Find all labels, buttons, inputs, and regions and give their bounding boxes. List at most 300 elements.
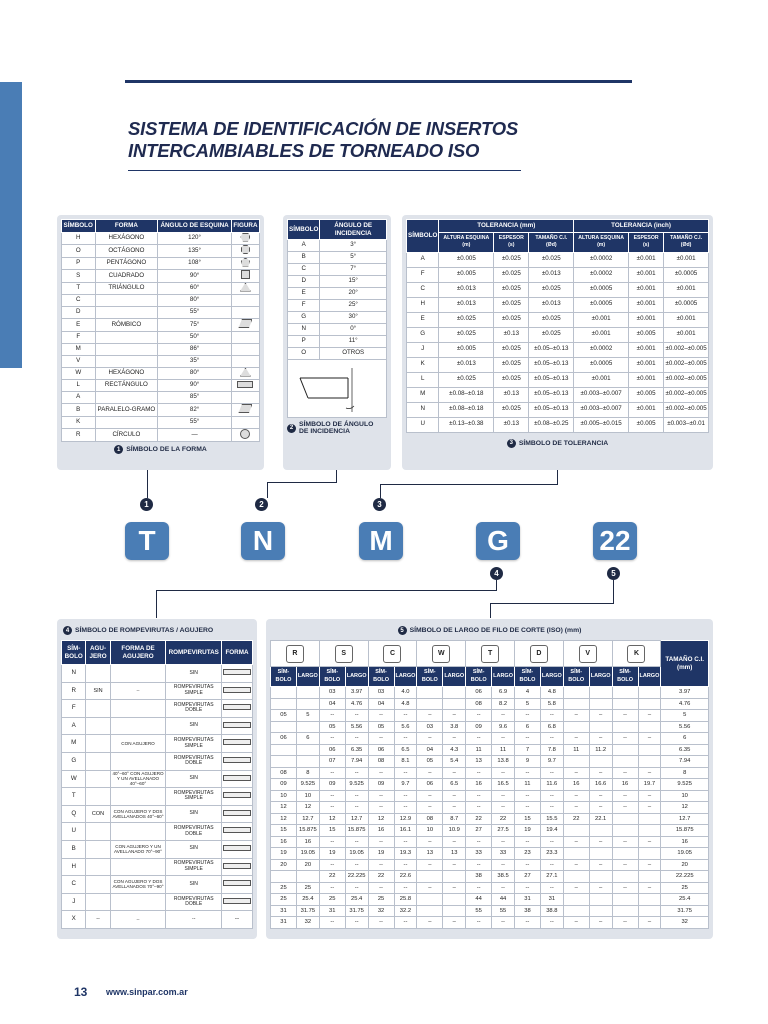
table-row [407,417,709,432]
length-cell: 5 [296,710,319,722]
symbol-cell: U [62,823,86,841]
figure-cell [231,380,259,392]
tolerance-cell: ±0.001 [664,327,709,342]
table-row [407,297,709,312]
length-cell: 12 [319,813,345,825]
symbol-cell: R [62,428,96,442]
clearance-angle-cell: 25° [320,300,387,312]
form-cell [221,682,252,700]
ic-size-cell: 5.56 [661,721,709,733]
length-cell: -- [612,859,638,871]
chipbreaker-cell: ROMPEVIRUTAS SIMPLE [166,682,222,700]
table-row [62,307,260,319]
length-cell: -- [394,882,417,894]
length-cell: 16.1 [394,825,417,837]
length-cell: 25 [319,894,345,906]
shape-icon-header [368,641,417,667]
length-cell: 08 [368,756,394,768]
shape-name-cell: PARALELO-GRAMO [95,404,158,417]
tolerance-cell: ±0.0005 [574,282,629,297]
connector-2b [267,482,337,483]
length-cell: -- [368,836,394,848]
symbol-cell: B [288,252,320,264]
hole-cell [86,788,110,806]
length-cell: -- [612,733,638,745]
length-cell: – [638,767,661,779]
column-header: SÍM-BOLO [62,641,86,665]
figure-cell [231,295,259,307]
length-cell [589,698,612,710]
sub-header: ALTURA ESQUINA (m) [439,232,494,252]
chipbreaker-cell: SIN [166,805,222,823]
table-row [271,698,709,710]
form-cell [221,770,252,788]
length-cell: 03 [417,721,443,733]
insert-shape-v-icon: V [579,645,597,663]
symbol-cell: T [62,282,96,295]
length-cell: 55 [466,905,492,917]
length-cell: -- [514,733,540,745]
figure-cell [231,331,259,343]
hole-cell [86,893,110,911]
page-number: 13 [74,985,88,999]
figure-cell [231,245,259,258]
length-cell: -- [368,710,394,722]
symbol-cell: D [288,276,320,288]
tolerance-cell: ±0.025 [529,252,574,267]
table-row [271,687,709,699]
length-cell: 04 [417,744,443,756]
chipbreaker-cell: ROMPEVIRUTAS DOBLE [166,752,222,770]
length-cell: 19.7 [638,779,661,791]
tolerance-cell: ±0.025 [494,342,529,357]
table-row [62,232,260,245]
tolerance-cell: ±0.13 [494,327,529,342]
hole-shape-cell [110,717,166,735]
ic-size-cell: 9.525 [661,779,709,791]
length-cell: -- [540,733,563,745]
shape-symbol-caption: 1 SÍMBOLO DE LA FORMA [61,445,260,454]
table-row [62,319,260,332]
tolerance-cell: ±0.001 [629,282,664,297]
hole-shape-cell: 40°–60° CON AGUJERO Y UN AVELLANADO 40°–60° [110,770,166,788]
tolerance-cell: ±0.05–±0.13 [529,387,574,402]
length-cell: 22 [368,871,394,883]
length-cell: -- [319,710,345,722]
length-cell: -- [368,790,394,802]
step-1-badge: 1 [140,498,153,511]
length-cell [638,813,661,825]
tolerance-caption: 3 SÍMBOLO DE TOLERANCIA [406,439,709,448]
length-cell: -- [466,790,492,802]
length-cell: 09 [271,779,297,791]
tolerance-cell: ±0.002–±0.005 [664,387,709,402]
length-cell: – [563,733,589,745]
length-cell: 19.3 [394,848,417,860]
hole-cell: CON [86,805,110,823]
table-row [62,770,253,788]
tolerance-cell: ±0.025 [494,402,529,417]
tolerance-cell: ±0.025 [494,372,529,387]
clearance-angle-cell: 30° [320,312,387,324]
tolerance-cell: ±0.001 [574,327,629,342]
table-row [407,312,709,327]
column-header: SÍM-BOLO [514,667,540,687]
length-cell [563,905,589,917]
length-cell: -- [540,767,563,779]
hole-cell [86,858,110,876]
tolerance-cell: ±0.003–±0.007 [574,402,629,417]
length-cell: 16 [612,779,638,791]
symbol-cell: S [62,270,96,283]
hole-cell [86,665,110,683]
tolerance-table [406,219,709,433]
clearance-angle-table [287,219,387,360]
shape-icon-header [271,641,320,667]
length-cell [563,756,589,768]
length-cell: 55 [492,905,515,917]
length-cell: 10 [296,790,319,802]
length-cell: 6.5 [443,779,466,791]
insert-profile-icon [223,757,251,763]
table-row [288,336,387,348]
figure-cell [231,319,259,332]
length-cell: -- [368,917,394,929]
tolerance-cell: ±0.0005 [664,297,709,312]
length-cell: 13 [443,848,466,860]
table-row [62,717,253,735]
length-cell: – [443,710,466,722]
tolerance-cell: ±0.005 [439,342,494,357]
tolerance-cell: ±0.025 [494,267,529,282]
form-cell [221,823,252,841]
length-cell: 3.8 [443,721,466,733]
clearance-angle-cell: 15° [320,276,387,288]
shape-name-cell: PENTÁGONO [95,257,158,270]
shape-name-cell [95,392,158,404]
insert-profile-icon [223,898,251,904]
ic-size-cell: 32 [661,917,709,929]
length-cell: 16.5 [492,779,515,791]
tolerance-cell: ±0.001 [574,372,629,387]
ic-size-cell: 16 [661,836,709,848]
figure-cell [231,367,259,380]
length-cell: – [443,917,466,929]
length-cell: -- [492,917,515,929]
length-cell: 11 [563,744,589,756]
length-cell: 12.9 [394,813,417,825]
table-row [271,859,709,871]
tolerance-cell: ±0.002–±0.005 [664,402,709,417]
form-cell [221,858,252,876]
length-cell: – [417,917,443,929]
hole-cell: SIN [86,682,110,700]
symbol-cell: V [62,355,96,367]
insert-profile-icon [223,775,251,781]
column-header: LARGO [492,667,515,687]
length-cell: 25 [271,894,297,906]
tolerance-cell: ±0.025 [494,357,529,372]
length-cell: 25.4 [345,894,368,906]
symbol-cell: G [407,327,439,342]
form-cell [221,893,252,911]
length-cell: – [417,733,443,745]
symbol-cell: H [62,858,86,876]
length-cell: – [589,790,612,802]
table-row [271,767,709,779]
column-header: SÍMBOLO [288,220,320,240]
tolerance-cell: ±0.13 [494,387,529,402]
table-row [288,348,387,360]
length-cell: 19 [271,848,297,860]
length-cell: -- [514,882,540,894]
tolerance-cell: ±0.001 [664,282,709,297]
corner-angle-cell: 90° [158,380,232,392]
length-cell: -- [492,733,515,745]
length-cell: – [638,790,661,802]
shape-icon-header [612,641,661,667]
length-cell: -- [368,802,394,814]
length-cell: 09 [319,779,345,791]
insert-profile-icon [223,669,251,675]
hole-cell [86,735,110,753]
length-cell: 38 [514,905,540,917]
length-cell: -- [368,733,394,745]
tolerance-panel [402,215,713,470]
table-row [271,813,709,825]
length-cell: 15 [514,813,540,825]
length-cell: 05 [417,756,443,768]
length-cell: 8.2 [492,698,515,710]
length-cell: 16 [466,779,492,791]
symbol-cell: F [62,700,86,718]
length-cell: -- [394,710,417,722]
hole-cell [86,700,110,718]
chipbreaker-table [61,640,253,929]
length-cell: – [417,859,443,871]
length-cell: 25.4 [296,894,319,906]
corner-angle-cell: 120° [158,232,232,245]
tolerance-cell: ±0.005 [439,267,494,282]
length-cell [443,871,466,883]
shape-name-cell: OCTÁGONO [95,245,158,258]
table-row [62,876,253,894]
tolerance-cell: ±0.001 [629,342,664,357]
connector-4c [156,590,157,618]
length-cell: 9.7 [540,756,563,768]
form-cell: -- [221,911,252,929]
ic-size-cell: 25.4 [661,894,709,906]
ic-size-cell: 6.35 [661,744,709,756]
chipbreaker-cell: SIN [166,665,222,683]
length-cell: -- [612,836,638,848]
figure-cell [231,232,259,245]
footer-url-link[interactable]: www.sinpar.com.ar [106,987,188,997]
length-cell: 16 [271,836,297,848]
length-cell: -- [540,836,563,848]
length-cell: 06 [417,779,443,791]
length-cell: 38.5 [492,871,515,883]
length-cell: 22 [319,871,345,883]
length-cell: -- [466,733,492,745]
table-row [62,788,253,806]
table-row [62,282,260,295]
shape-icon-header [563,641,612,667]
figure-cell [231,343,259,355]
length-cell: -- [492,802,515,814]
length-cell [443,687,466,699]
tolerance-cell: ±0.025 [529,327,574,342]
symbol-cell: O [288,348,320,360]
shape-name-cell [95,355,158,367]
length-cell: 13 [466,756,492,768]
length-cell: -- [466,859,492,871]
insert-profile-icon [223,792,251,798]
shape-name-cell: HEXÁGONO [95,232,158,245]
symbol-cell: M [62,735,86,753]
hole-shape-cell [110,700,166,718]
length-cell: 08 [466,698,492,710]
symbol-cell: U [407,417,439,432]
length-cell: – [417,882,443,894]
length-cell: 06 [319,744,345,756]
hole-shape-cell: CON AGUJERO Y DOS AVELLANADOS 40°–60° [110,805,166,823]
length-cell: -- [345,836,368,848]
tolerance-cell: ±0.08–±0.25 [529,417,574,432]
form-cell [221,805,252,823]
length-cell [271,756,297,768]
table-row [407,357,709,372]
table-row [271,894,709,906]
table-row [407,387,709,402]
connector-4a [496,580,497,590]
tolerance-cell: ±0.005 [439,252,494,267]
column-header: SÍM-BOLO [319,667,345,687]
table-row [62,270,260,283]
length-cell: -- [492,767,515,779]
insert-profile-icon [223,810,251,816]
code-tolerance-M: M [359,522,403,560]
corner-angle-cell: 135° [158,245,232,258]
length-cell: -- [466,710,492,722]
connector-5c [490,603,491,618]
length-cell: 04 [368,698,394,710]
table-row [271,848,709,860]
corner-angle-cell: — [158,428,232,442]
page-title: SISTEMA DE IDENTIFICACIÓN DE INSERTOS INTERCAMBIABLES DE TORNEADO ISO [128,118,519,161]
length-cell [271,721,297,733]
clearance-angle-cell: 3° [320,240,387,252]
length-cell: -- [394,767,417,779]
length-cell: -- [394,836,417,848]
length-cell [612,894,638,906]
length-cell: 38 [466,871,492,883]
length-cell: 9.7 [394,779,417,791]
connector-2c [267,482,268,498]
length-cell: -- [345,859,368,871]
length-cell [638,744,661,756]
insert-profile-icon [223,687,251,693]
length-cell: 25 [296,882,319,894]
length-cell: -- [345,882,368,894]
clearance-angle-cell: 11° [320,336,387,348]
chipbreaker-cell: -- [166,911,222,929]
length-cell: 19.05 [296,848,319,860]
title-rule [128,170,521,171]
column-header: FORMA [221,641,252,665]
connector-3a [557,470,558,484]
length-cell: 06 [271,733,297,745]
length-cell: -- [612,802,638,814]
sub-header: ESPESOR (s) [494,232,529,252]
table-row [62,257,260,270]
length-cell: 31 [540,894,563,906]
table-row [271,733,709,745]
tolerance-cell: ±0.025 [529,282,574,297]
length-cell [589,848,612,860]
table-row [62,367,260,380]
length-cell: -- [345,767,368,779]
column-header: LARGO [443,667,466,687]
column-header: LARGO [296,667,319,687]
figure-cell [231,282,259,295]
figure-cell [231,270,259,283]
tolerance-cell: ±0.05–±0.13 [529,402,574,417]
length-cell: 15.875 [345,825,368,837]
length-cell: 6.5 [394,744,417,756]
clearance-angle-caption: 2 SÍMBOLO DE ÁNGULO DE INCIDENCIA [287,421,387,435]
tolerance-cell: ±0.005 [629,327,664,342]
length-cell: -- [394,790,417,802]
symbol-cell: N [407,402,439,417]
length-cell: 9.525 [345,779,368,791]
shape-name-cell: HEXÁGONO [95,367,158,380]
length-cell [417,698,443,710]
tolerance-cell: ±0.0005 [574,297,629,312]
length-cell: 15.875 [296,825,319,837]
tolerance-cell: ±0.05–±0.13 [529,357,574,372]
length-cell: 20 [271,859,297,871]
figure-cell [231,428,259,442]
tolerance-cell: ±0.001 [664,252,709,267]
length-cell: -- [394,859,417,871]
length-cell: 05 [319,721,345,733]
symbol-cell: E [407,312,439,327]
tolerance-cell: ±0.005 [629,417,664,432]
symbol-cell: J [407,342,439,357]
chipbreaker-cell: ROMPEVIRUTAS DOBLE [166,823,222,841]
table-row [407,342,709,357]
form-cell [221,735,252,753]
cutting-edge-length-caption: 5 SÍMBOLO DE LARGO DE FILO DE CORTE (ISO) (mm) [270,626,709,635]
length-cell: 27.1 [540,871,563,883]
length-cell: -- [319,802,345,814]
length-cell: -- [394,917,417,929]
symbol-cell: E [288,288,320,300]
shape-name-cell [95,331,158,343]
table-row [288,276,387,288]
symbol-cell: A [407,252,439,267]
table-row [62,752,253,770]
hole-shape-cell: -- [110,682,166,700]
tolerance-cell: ±0.0002 [574,252,629,267]
table-row [271,779,709,791]
length-cell: -- [394,802,417,814]
hole-cell [86,840,110,858]
length-cell: 32 [296,917,319,929]
length-cell [612,848,638,860]
column-header: LARGO [540,667,563,687]
